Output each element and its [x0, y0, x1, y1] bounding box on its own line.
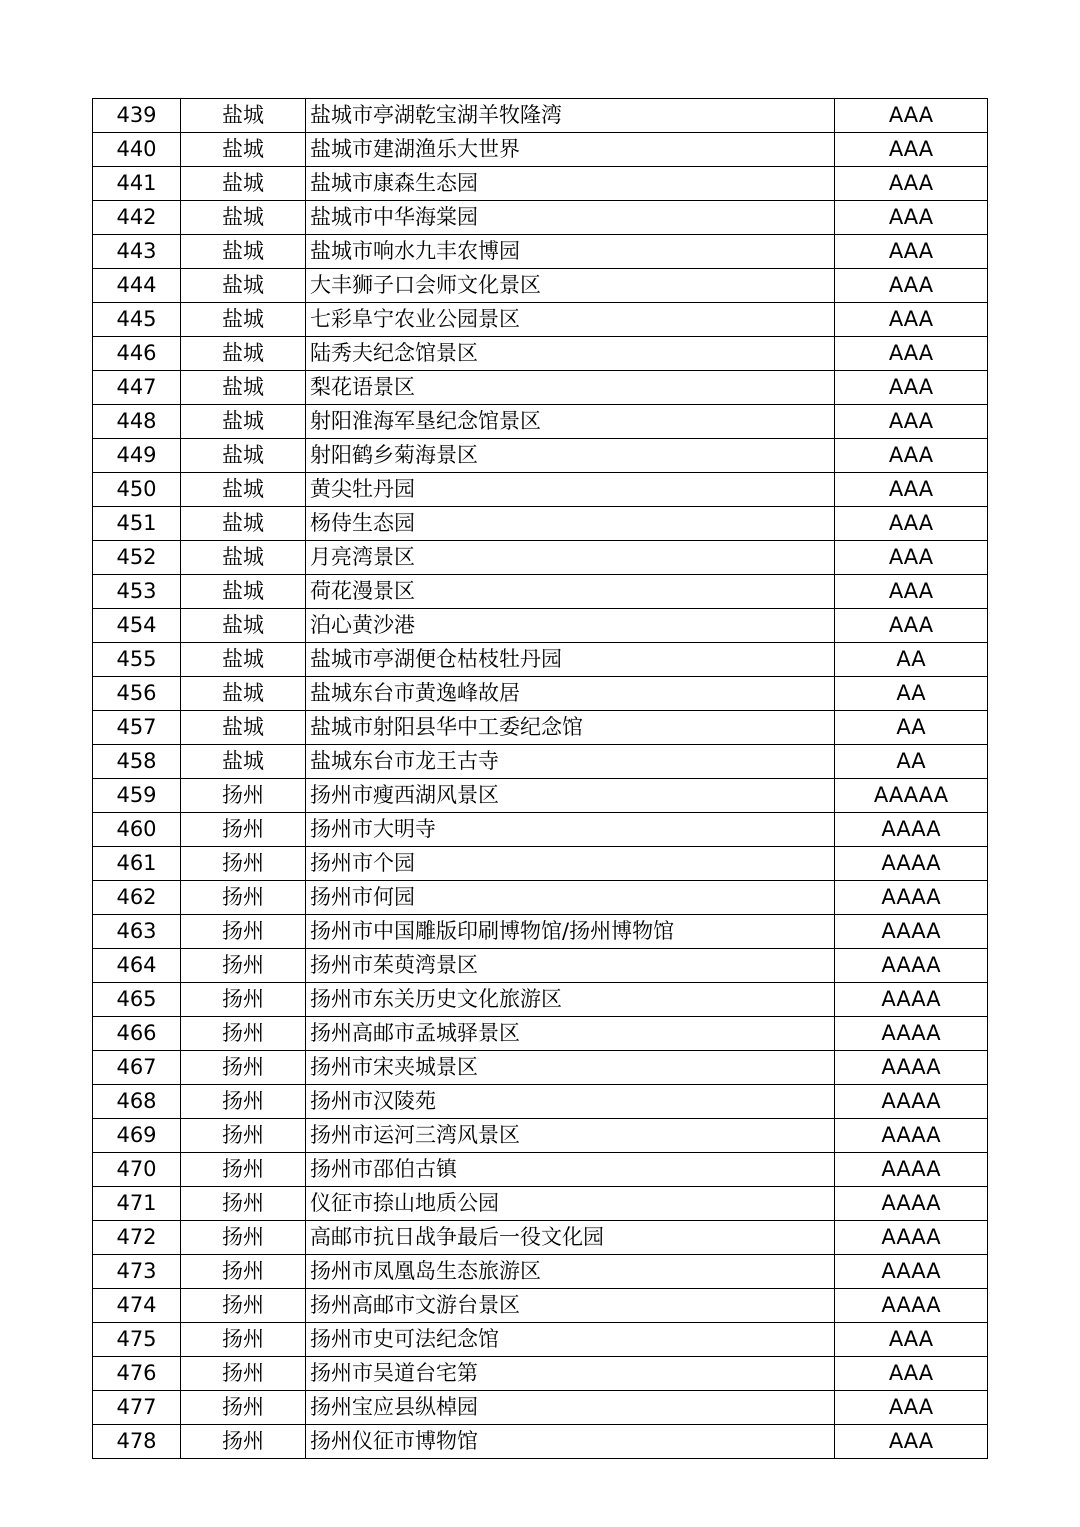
row-number: 457	[93, 711, 181, 745]
table-row	[93, 133, 988, 167]
rating-level: AA	[835, 711, 988, 745]
rating-level: AAAA	[835, 1187, 988, 1221]
table-row	[93, 1119, 988, 1153]
table-row	[93, 303, 988, 337]
city-cell: 扬州	[181, 779, 306, 813]
row-number: 478	[93, 1425, 181, 1459]
attraction-name: 射阳鹤乡菊海景区	[306, 439, 835, 473]
attraction-name: 扬州市史可法纪念馆	[306, 1323, 835, 1357]
row-number: 462	[93, 881, 181, 915]
table-row	[93, 337, 988, 371]
row-number: 458	[93, 745, 181, 779]
row-number: 476	[93, 1357, 181, 1391]
table-row	[93, 983, 988, 1017]
row-number: 440	[93, 133, 181, 167]
row-number: 472	[93, 1221, 181, 1255]
attraction-name: 扬州市大明寺	[306, 813, 835, 847]
city-cell: 盐城	[181, 677, 306, 711]
row-number: 446	[93, 337, 181, 371]
rating-level: AAAAA	[835, 779, 988, 813]
attraction-name: 扬州市瘦西湖风景区	[306, 779, 835, 813]
table-row	[93, 1289, 988, 1323]
row-number: 465	[93, 983, 181, 1017]
table-row	[93, 371, 988, 405]
table-row	[93, 473, 988, 507]
table-row	[93, 1425, 988, 1459]
city-cell: 扬州	[181, 1357, 306, 1391]
rating-level: AAA	[835, 133, 988, 167]
table-row	[93, 1017, 988, 1051]
table-row	[93, 1187, 988, 1221]
attraction-name: 黄尖牡丹园	[306, 473, 835, 507]
rating-level: AAAA	[835, 847, 988, 881]
row-number: 466	[93, 1017, 181, 1051]
rating-level: AAAA	[835, 1289, 988, 1323]
attraction-name: 扬州市运河三湾风景区	[306, 1119, 835, 1153]
table-body	[93, 99, 988, 1459]
city-cell: 盐城	[181, 507, 306, 541]
city-cell: 盐城	[181, 541, 306, 575]
table-row	[93, 507, 988, 541]
rating-level: AAAA	[835, 1085, 988, 1119]
table-row	[93, 813, 988, 847]
attraction-name: 仪征市捺山地质公园	[306, 1187, 835, 1221]
city-cell: 盐城	[181, 643, 306, 677]
row-number: 463	[93, 915, 181, 949]
table-row	[93, 1391, 988, 1425]
attraction-name: 盐城市射阳县华中工委纪念馆	[306, 711, 835, 745]
table-row	[93, 609, 988, 643]
row-number: 456	[93, 677, 181, 711]
attraction-name: 扬州高邮市孟城驿景区	[306, 1017, 835, 1051]
city-cell: 盐城	[181, 473, 306, 507]
row-number: 447	[93, 371, 181, 405]
row-number: 439	[93, 99, 181, 133]
row-number: 471	[93, 1187, 181, 1221]
row-number: 449	[93, 439, 181, 473]
attraction-name: 泊心黄沙港	[306, 609, 835, 643]
rating-level: AAA	[835, 99, 988, 133]
attraction-name: 扬州高邮市文游台景区	[306, 1289, 835, 1323]
city-cell: 盐城	[181, 439, 306, 473]
attraction-name: 盐城东台市龙王古寺	[306, 745, 835, 779]
row-number: 477	[93, 1391, 181, 1425]
table-row	[93, 915, 988, 949]
city-cell: 扬州	[181, 1255, 306, 1289]
attraction-name: 盐城市建湖渔乐大世界	[306, 133, 835, 167]
attraction-name: 扬州市吴道台宅第	[306, 1357, 835, 1391]
row-number: 468	[93, 1085, 181, 1119]
row-number: 444	[93, 269, 181, 303]
row-number: 448	[93, 405, 181, 439]
attraction-name: 荷花漫景区	[306, 575, 835, 609]
row-number: 459	[93, 779, 181, 813]
table-row	[93, 847, 988, 881]
city-cell: 盐城	[181, 235, 306, 269]
rating-level: AAA	[835, 1323, 988, 1357]
rating-level: AAAA	[835, 915, 988, 949]
city-cell: 盐城	[181, 303, 306, 337]
city-cell: 盐城	[181, 167, 306, 201]
city-cell: 扬州	[181, 1221, 306, 1255]
attraction-name: 高邮市抗日战争最后一役文化园	[306, 1221, 835, 1255]
attraction-name: 扬州市东关历史文化旅游区	[306, 983, 835, 1017]
city-cell: 扬州	[181, 1289, 306, 1323]
table-row	[93, 1221, 988, 1255]
attraction-name: 扬州仪征市博物馆	[306, 1425, 835, 1459]
rating-level: AAA	[835, 1425, 988, 1459]
city-cell: 扬州	[181, 1017, 306, 1051]
attraction-name: 扬州市邵伯古镇	[306, 1153, 835, 1187]
attraction-name: 盐城市康森生态园	[306, 167, 835, 201]
table-row	[93, 1255, 988, 1289]
rating-level: AAA	[835, 609, 988, 643]
attractions-table	[92, 98, 988, 1459]
row-number: 442	[93, 201, 181, 235]
attraction-name: 盐城市亭湖乾宝湖羊牧隆湾	[306, 99, 835, 133]
rating-level: AAAA	[835, 1119, 988, 1153]
rating-level: AAAA	[835, 949, 988, 983]
row-number: 467	[93, 1051, 181, 1085]
attraction-name: 七彩阜宁农业公园景区	[306, 303, 835, 337]
rating-level: AAA	[835, 303, 988, 337]
city-cell: 盐城	[181, 99, 306, 133]
rating-level: AAAA	[835, 813, 988, 847]
table-row	[93, 711, 988, 745]
city-cell: 盐城	[181, 201, 306, 235]
attraction-name: 盐城市响水九丰农博园	[306, 235, 835, 269]
row-number: 474	[93, 1289, 181, 1323]
table-row	[93, 269, 988, 303]
city-cell: 扬州	[181, 1323, 306, 1357]
city-cell: 盐城	[181, 711, 306, 745]
table-row	[93, 949, 988, 983]
row-number: 460	[93, 813, 181, 847]
rating-level: AAAA	[835, 1051, 988, 1085]
rating-level: AAA	[835, 1391, 988, 1425]
rating-level: AA	[835, 745, 988, 779]
rating-level: AAAA	[835, 983, 988, 1017]
table-row	[93, 745, 988, 779]
attraction-name: 月亮湾景区	[306, 541, 835, 575]
rating-level: AAA	[835, 405, 988, 439]
city-cell: 扬州	[181, 1119, 306, 1153]
rating-level: AAA	[835, 371, 988, 405]
table-row	[93, 405, 988, 439]
rating-level: AAAA	[835, 1017, 988, 1051]
row-number: 475	[93, 1323, 181, 1357]
table-row	[93, 1153, 988, 1187]
table-row	[93, 779, 988, 813]
city-cell: 盐城	[181, 133, 306, 167]
table-row	[93, 1085, 988, 1119]
city-cell: 扬州	[181, 1391, 306, 1425]
rating-level: AAAA	[835, 1255, 988, 1289]
table-row	[93, 541, 988, 575]
table-row	[93, 677, 988, 711]
attraction-name: 扬州宝应县纵棹园	[306, 1391, 835, 1425]
rating-level: AAA	[835, 201, 988, 235]
table-row	[93, 235, 988, 269]
attraction-name: 射阳淮海军垦纪念馆景区	[306, 405, 835, 439]
attraction-name: 盐城东台市黄逸峰故居	[306, 677, 835, 711]
attraction-name: 扬州市茱萸湾景区	[306, 949, 835, 983]
row-number: 441	[93, 167, 181, 201]
city-cell: 扬州	[181, 915, 306, 949]
table-row	[93, 167, 988, 201]
row-number: 455	[93, 643, 181, 677]
attraction-name: 梨花语景区	[306, 371, 835, 405]
attraction-name: 扬州市凤凰岛生态旅游区	[306, 1255, 835, 1289]
row-number: 452	[93, 541, 181, 575]
row-number: 451	[93, 507, 181, 541]
city-cell: 盐城	[181, 575, 306, 609]
rating-level: AA	[835, 677, 988, 711]
row-number: 469	[93, 1119, 181, 1153]
city-cell: 扬州	[181, 1085, 306, 1119]
row-number: 453	[93, 575, 181, 609]
rating-level: AAA	[835, 439, 988, 473]
row-number: 473	[93, 1255, 181, 1289]
rating-level: AAA	[835, 541, 988, 575]
rating-level: AAAA	[835, 1221, 988, 1255]
city-cell: 盐城	[181, 745, 306, 779]
table-row	[93, 881, 988, 915]
city-cell: 扬州	[181, 949, 306, 983]
city-cell: 扬州	[181, 983, 306, 1017]
city-cell: 扬州	[181, 847, 306, 881]
city-cell: 盐城	[181, 337, 306, 371]
rating-level: AAA	[835, 269, 988, 303]
table-row	[93, 1051, 988, 1085]
rating-level: AAA	[835, 575, 988, 609]
city-cell: 盐城	[181, 609, 306, 643]
row-number: 450	[93, 473, 181, 507]
city-cell: 扬州	[181, 1425, 306, 1459]
table-row	[93, 99, 988, 133]
city-cell: 扬州	[181, 1153, 306, 1187]
attraction-name: 盐城市亭湖便仓枯枝牡丹园	[306, 643, 835, 677]
rating-level: AAA	[835, 1357, 988, 1391]
attraction-name: 扬州市中国雕版印刷博物馆/扬州博物馆	[306, 915, 835, 949]
rating-level: AAA	[835, 473, 988, 507]
row-number: 464	[93, 949, 181, 983]
row-number: 445	[93, 303, 181, 337]
rating-level: AAA	[835, 507, 988, 541]
table-row	[93, 643, 988, 677]
row-number: 461	[93, 847, 181, 881]
rating-level: AAAA	[835, 881, 988, 915]
rating-level: AAA	[835, 235, 988, 269]
attraction-name: 扬州市宋夹城景区	[306, 1051, 835, 1085]
city-cell: 盐城	[181, 405, 306, 439]
table-row	[93, 575, 988, 609]
rating-level: AA	[835, 643, 988, 677]
rating-level: AAAA	[835, 1153, 988, 1187]
row-number: 443	[93, 235, 181, 269]
row-number: 454	[93, 609, 181, 643]
table-row	[93, 1323, 988, 1357]
attraction-name: 扬州市个园	[306, 847, 835, 881]
city-cell: 盐城	[181, 269, 306, 303]
city-cell: 扬州	[181, 1187, 306, 1221]
table-row	[93, 1357, 988, 1391]
attraction-name: 杨侍生态园	[306, 507, 835, 541]
rating-level: AAA	[835, 167, 988, 201]
attraction-name: 大丰狮子口会师文化景区	[306, 269, 835, 303]
attraction-name: 盐城市中华海棠园	[306, 201, 835, 235]
rating-level: AAA	[835, 337, 988, 371]
city-cell: 扬州	[181, 881, 306, 915]
city-cell: 盐城	[181, 371, 306, 405]
table-row	[93, 201, 988, 235]
table-row	[93, 439, 988, 473]
city-cell: 扬州	[181, 1051, 306, 1085]
attraction-name: 扬州市汉陵苑	[306, 1085, 835, 1119]
attraction-name: 扬州市何园	[306, 881, 835, 915]
row-number: 470	[93, 1153, 181, 1187]
attraction-name: 陆秀夫纪念馆景区	[306, 337, 835, 371]
city-cell: 扬州	[181, 813, 306, 847]
